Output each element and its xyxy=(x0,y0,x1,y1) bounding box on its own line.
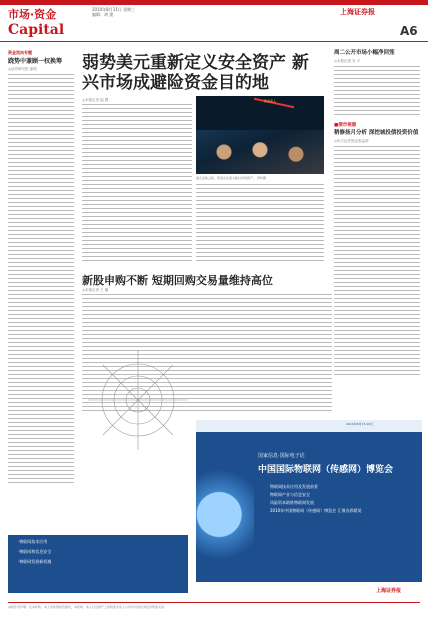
editor-text: 编辑：胡 建 xyxy=(92,12,114,17)
date-text: 2010年8月11日 星期三 xyxy=(92,7,136,12)
right-byline-2: ◎东方证券固定收益部 xyxy=(334,139,369,143)
info-item: ·物联网和信息安全 xyxy=(18,549,52,554)
globe-icon xyxy=(196,432,254,582)
stock-trading-photo xyxy=(196,96,324,174)
left-body-text xyxy=(8,74,74,484)
section-english: Capital xyxy=(8,22,65,38)
expo-advertisement xyxy=(196,420,422,600)
right-body-text-2 xyxy=(334,146,420,376)
sub-byline: ◎本报记者 王 刚 xyxy=(82,288,109,292)
newspaper-logo: 上海证券报 xyxy=(340,8,375,16)
header-bar xyxy=(0,0,428,5)
main-body-text-1 xyxy=(82,104,192,264)
ad-title: 中国国际物联网（传感网）博览会 xyxy=(258,465,394,475)
section-name: 市场·资金 xyxy=(8,8,57,21)
right-headline-1: 周二公开市场小幅净回笼 xyxy=(334,50,395,56)
left-byline: ◎证券研究院 邵明 xyxy=(8,67,37,71)
traders xyxy=(200,130,320,174)
main-byline: ◎本报记者 陆 慧 xyxy=(82,98,109,102)
page-header xyxy=(0,0,428,44)
ad-item: 物联网技术应用及发展前景 xyxy=(270,484,318,489)
right-byline-1: ◎本报记者 吴 宇 xyxy=(334,59,361,63)
issue-date xyxy=(92,7,135,17)
bond-section-label: ■债市视窗 xyxy=(334,123,357,128)
page-footer xyxy=(0,600,428,627)
photo-caption: 美元走软之际，资金正在流入新兴市场资产。 资料图 xyxy=(196,176,266,180)
ad-bottom-band xyxy=(196,582,422,600)
spider-web-icon xyxy=(88,350,188,450)
ad-item: 物联网产业与信息安全 xyxy=(270,492,310,497)
right-body-text-1 xyxy=(334,66,420,116)
left-tag: 资金流向专题 xyxy=(8,50,32,55)
page-number: A6 xyxy=(400,24,418,38)
ad-logo: 上海证券报 xyxy=(376,588,402,594)
left-column xyxy=(8,50,74,484)
right-column xyxy=(334,50,420,376)
photo-tag: 资金流入 xyxy=(264,99,277,103)
main-headline: 弱势美元重新定义安全资产 新兴市场成避险资金目的地 xyxy=(82,53,309,93)
ad-top-band xyxy=(196,420,422,432)
info-item: ·物联网发展新机遇 xyxy=(18,559,52,564)
sub-headline: 新股申购不断 短期回购交易量维持高位 xyxy=(82,274,273,287)
right-headline-2: 稍修扬月分析 深挖城投债投资价值 xyxy=(334,130,419,136)
ad-item: 2010年中国物联网（传感网）博览会 汇聚各界精英 xyxy=(270,508,362,513)
ad-date: 2010年8月13-16日 xyxy=(346,422,374,426)
main-body-text-2 xyxy=(196,184,324,264)
ad-organizer: 国家信息·国际电子论 xyxy=(258,453,305,459)
ad-item: 风险资本助推物联网发展 xyxy=(270,500,314,505)
info-item: ·物联网技术应用 xyxy=(18,539,48,544)
header-divider xyxy=(0,41,428,42)
left-headline: 跷势中兼顾一权换筹 xyxy=(8,58,63,65)
footer-divider xyxy=(8,602,420,603)
footer-text: 本版作者声明：在本机构、本人所知情的范围内，本机构、本人以及财产上的利害关系人与所评价的证券没有利害关系。 xyxy=(8,605,168,609)
info-box xyxy=(8,535,188,593)
